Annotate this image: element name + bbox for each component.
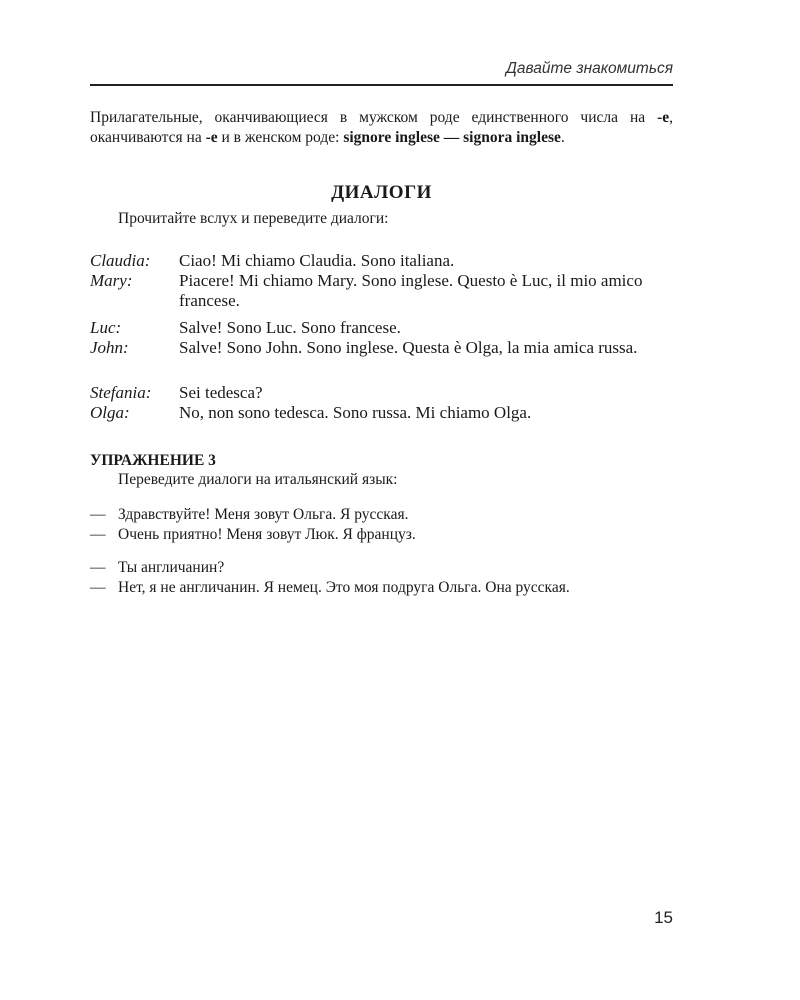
speaker-name: Stefania: <box>90 383 152 402</box>
dialogue-line <box>90 251 673 271</box>
utterance: Ciao! Mi chiamo Claudia. Sono italiana. <box>179 251 455 270</box>
intro-text-2: , оканчиваются на <box>90 109 673 146</box>
exercise-group <box>90 505 673 545</box>
exercise-text: Нет, я не англичанин. Я немец. Это моя подруга Ольга. Она русская. <box>118 579 570 596</box>
dialogue-group <box>90 251 673 311</box>
intro-example: signore inglese — signora inglese <box>343 129 561 146</box>
exercise-text: Здравствуйте! Меня зовут Ольга. Я русская. <box>118 506 409 523</box>
running-title: Давайте знакомиться <box>506 60 673 77</box>
dialogue-line <box>90 318 673 338</box>
intro-text-3: и в женском роде: <box>217 129 344 146</box>
exercise-line <box>90 525 673 545</box>
dialogue-group <box>90 383 673 423</box>
exercise-title: УПРАЖНЕНИЕ 3 <box>90 452 216 469</box>
intro-paragraph <box>90 108 673 148</box>
dash-marker: — <box>90 559 106 576</box>
dialogue-line <box>90 383 673 403</box>
exercise-line <box>90 505 673 525</box>
dialogue-line <box>90 403 673 423</box>
intro-bold-1: -e <box>657 109 670 126</box>
intro-bold-2: -e <box>205 129 218 146</box>
dash-marker: — <box>90 506 106 523</box>
exercise-instruction: Переведите диалоги на итальянский язык: <box>118 471 398 488</box>
speaker-name: Olga: <box>90 403 130 422</box>
utterance: Sei tedesca? <box>179 383 263 402</box>
utterance: Piacere! Mi chiamo Mary. Sono inglese. Questo è Luc, il mio amico francese. <box>179 271 643 310</box>
dialogue-line <box>90 338 673 358</box>
speaker-name: Claudia: <box>90 251 151 270</box>
intro-text-4: . <box>560 129 565 146</box>
utterance: Salve! Sono Luc. Sono francese. <box>179 318 401 337</box>
dialogue-line <box>90 271 673 311</box>
speaker-name: John: <box>90 338 129 357</box>
utterance: No, non sono tedesca. Sono russa. Mi chiamo Olga. <box>179 403 532 422</box>
dash-marker: — <box>90 526 106 543</box>
utterance: Salve! Sono John. Sono inglese. Questa è Olga, la mia amica russa. <box>179 338 638 357</box>
intro-text-1: Прилагательные, оканчивающиеся в мужском роде единственного числа на <box>90 109 658 126</box>
dialogue-group <box>90 318 673 358</box>
exercise-line <box>90 558 673 578</box>
dash-marker: — <box>90 579 106 596</box>
speaker-name: Mary: <box>90 271 133 290</box>
exercise-text: Очень приятно! Меня зовут Люк. Я француз. <box>118 526 416 543</box>
exercise-line <box>90 578 673 598</box>
page-number: 15 <box>654 908 673 927</box>
exercise-text: Ты англичанин? <box>118 559 225 576</box>
dialogues-instruction: Прочитайте вслух и переведите диалоги: <box>118 210 389 227</box>
speaker-name: Luc: <box>90 318 122 337</box>
section-title: ДИАЛОГИ <box>331 182 432 203</box>
header-rule <box>90 84 673 86</box>
exercise-group <box>90 558 673 598</box>
